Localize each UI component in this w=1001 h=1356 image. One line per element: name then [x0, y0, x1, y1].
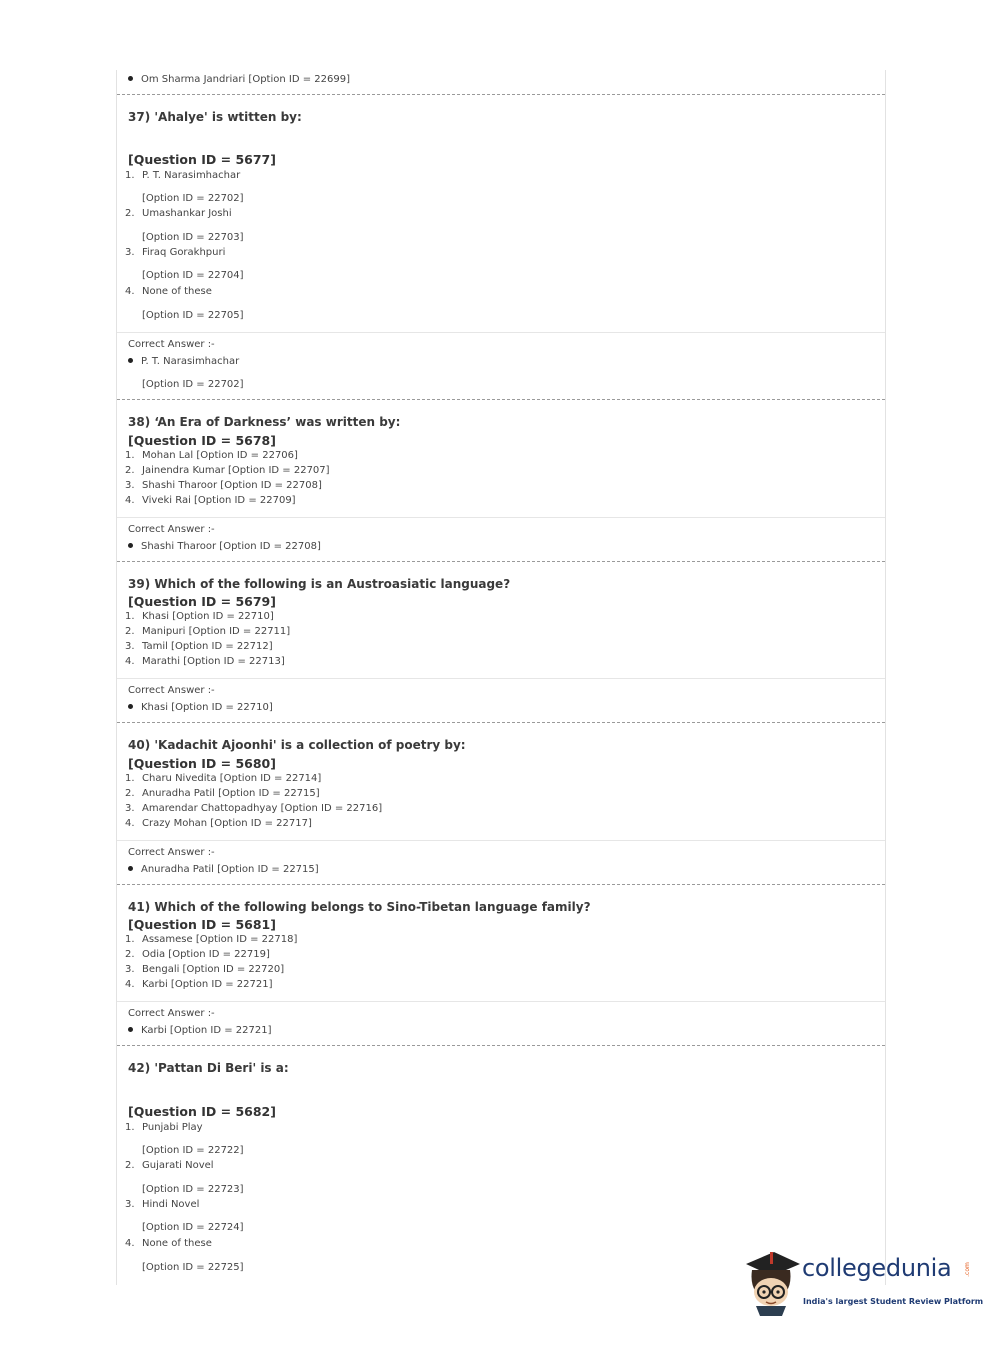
q40-option-4: 4. Crazy Mohan [Option ID = 22717] — [125, 818, 312, 829]
bullet-icon — [128, 76, 133, 81]
q40-correct-answer: Anuradha Patil [Option ID = 22715] — [128, 864, 319, 875]
question-40-id: [Question ID = 5680] — [128, 756, 276, 771]
bullet-icon — [128, 1027, 133, 1032]
q40-option-1: 1. Charu Nivedita [Option ID = 22714] — [125, 773, 322, 784]
q40-option-3: 3. Amarendar Chattopadhyay [Option ID = 22716] — [125, 803, 383, 814]
logo-tagline: India's largest Student Review Platform — [803, 1297, 984, 1306]
q42-option-3-id: [Option ID = 22724] — [142, 1222, 244, 1233]
bullet-icon — [128, 704, 133, 709]
q37-correct-answer: P. T. Narasimhachar — [128, 356, 239, 367]
question-41-id: [Question ID = 5681] — [128, 917, 276, 932]
question-38-text: 38) ‘An Era of Darkness’ was written by: — [128, 415, 401, 429]
q42-option-2-id: [Option ID = 22723] — [142, 1184, 244, 1195]
q37-option-4-id: [Option ID = 22705] — [142, 310, 244, 321]
divider — [117, 1001, 885, 1002]
divider — [117, 517, 885, 518]
q37-correct-answer-label: Correct Answer :- — [128, 339, 215, 350]
separator — [117, 1045, 885, 1046]
q37-option-3: 3. Firaq Gorakhpuri — [125, 247, 226, 258]
mascot-icon — [742, 1248, 802, 1316]
q39-correct-answer-label: Correct Answer :- — [128, 685, 215, 696]
question-42-text: 42) 'Pattan Di Beri' is a: — [128, 1061, 289, 1075]
q42-option-4: 4. None of these — [125, 1238, 212, 1249]
q37-option-2-id: [Option ID = 22703] — [142, 232, 244, 243]
q39-option-1: 1. Khasi [Option ID = 22710] — [125, 611, 274, 622]
q41-correct-answer-label: Correct Answer :- — [128, 1008, 215, 1019]
question-41-text: 41) Which of the following belongs to Sino-Tibetan language family? — [128, 900, 591, 914]
question-42-id: [Question ID = 5682] — [128, 1104, 276, 1119]
bullet-icon — [128, 358, 133, 363]
q42-option-1: 1. Punjabi Play — [125, 1122, 203, 1133]
q38-correct-answer: Shashi Tharoor [Option ID = 22708] — [128, 541, 321, 552]
separator — [117, 722, 885, 723]
question-38-id: [Question ID = 5678] — [128, 433, 276, 448]
previous-answer-item: Om Sharma Jandriari [Option ID = 22699] — [128, 74, 350, 85]
q39-option-2: 2. Manipuri [Option ID = 22711] — [125, 626, 291, 637]
separator — [117, 884, 885, 885]
q42-option-2: 2. Gujarati Novel — [125, 1160, 214, 1171]
q37-option-1: 1. P. T. Narasimhachar — [125, 170, 241, 181]
q37-option-4: 4. None of these — [125, 286, 212, 297]
q42-option-1-id: [Option ID = 22722] — [142, 1145, 244, 1156]
q42-option-4-id: [Option ID = 22725] — [142, 1262, 244, 1273]
divider — [117, 840, 885, 841]
separator — [117, 561, 885, 562]
q41-correct-answer: Karbi [Option ID = 22721] — [128, 1025, 271, 1036]
question-37-text: 37) 'Ahalye' is wtitten by: — [128, 110, 302, 124]
q39-correct-answer: Khasi [Option ID = 22710] — [128, 702, 273, 713]
q39-option-4: 4. Marathi [Option ID = 22713] — [125, 656, 285, 667]
q38-option-2: 2. Jainendra Kumar [Option ID = 22707] — [125, 465, 330, 476]
bullet-icon — [128, 866, 133, 871]
question-paper — [116, 70, 886, 1285]
q37-correct-answer-id: [Option ID = 22702] — [142, 379, 244, 390]
q39-option-3: 3. Tamil [Option ID = 22712] — [125, 641, 273, 652]
question-40-text: 40) 'Kadachit Ajoonhi' is a collection of poetry by: — [128, 738, 466, 752]
q37-option-3-id: [Option ID = 22704] — [142, 270, 244, 281]
separator — [117, 94, 885, 95]
q38-option-4: 4. Viveki Rai [Option ID = 22709] — [125, 495, 296, 506]
q40-option-2: 2. Anuradha Patil [Option ID = 22715] — [125, 788, 320, 799]
q41-option-2: 2. Odia [Option ID = 22719] — [125, 949, 270, 960]
question-39-text: 39) Which of the following is an Austroasiatic language? — [128, 577, 511, 591]
q41-option-1: 1. Assamese [Option ID = 22718] — [125, 934, 298, 945]
q42-option-3: 3. Hindi Novel — [125, 1199, 200, 1210]
question-39-id: [Question ID = 5679] — [128, 594, 276, 609]
q37-option-1-id: [Option ID = 22702] — [142, 193, 244, 204]
logo-wordmark: collegedunia — [802, 1254, 952, 1282]
q38-correct-answer-label: Correct Answer :- — [128, 524, 215, 535]
logo-com: .com — [963, 1262, 971, 1277]
q38-option-3: 3. Shashi Tharoor [Option ID = 22708] — [125, 480, 322, 491]
q41-option-3: 3. Bengali [Option ID = 22720] — [125, 964, 285, 975]
q41-option-4: 4. Karbi [Option ID = 22721] — [125, 979, 273, 990]
q37-option-2: 2. Umashankar Joshi — [125, 208, 232, 219]
collegedunia-logo — [742, 1248, 984, 1316]
q40-correct-answer-label: Correct Answer :- — [128, 847, 215, 858]
separator — [117, 399, 885, 400]
divider — [117, 678, 885, 679]
question-37-id: [Question ID = 5677] — [128, 152, 276, 167]
q38-option-1: 1. Mohan Lal [Option ID = 22706] — [125, 450, 298, 461]
bullet-icon — [128, 543, 133, 548]
divider — [117, 332, 885, 333]
